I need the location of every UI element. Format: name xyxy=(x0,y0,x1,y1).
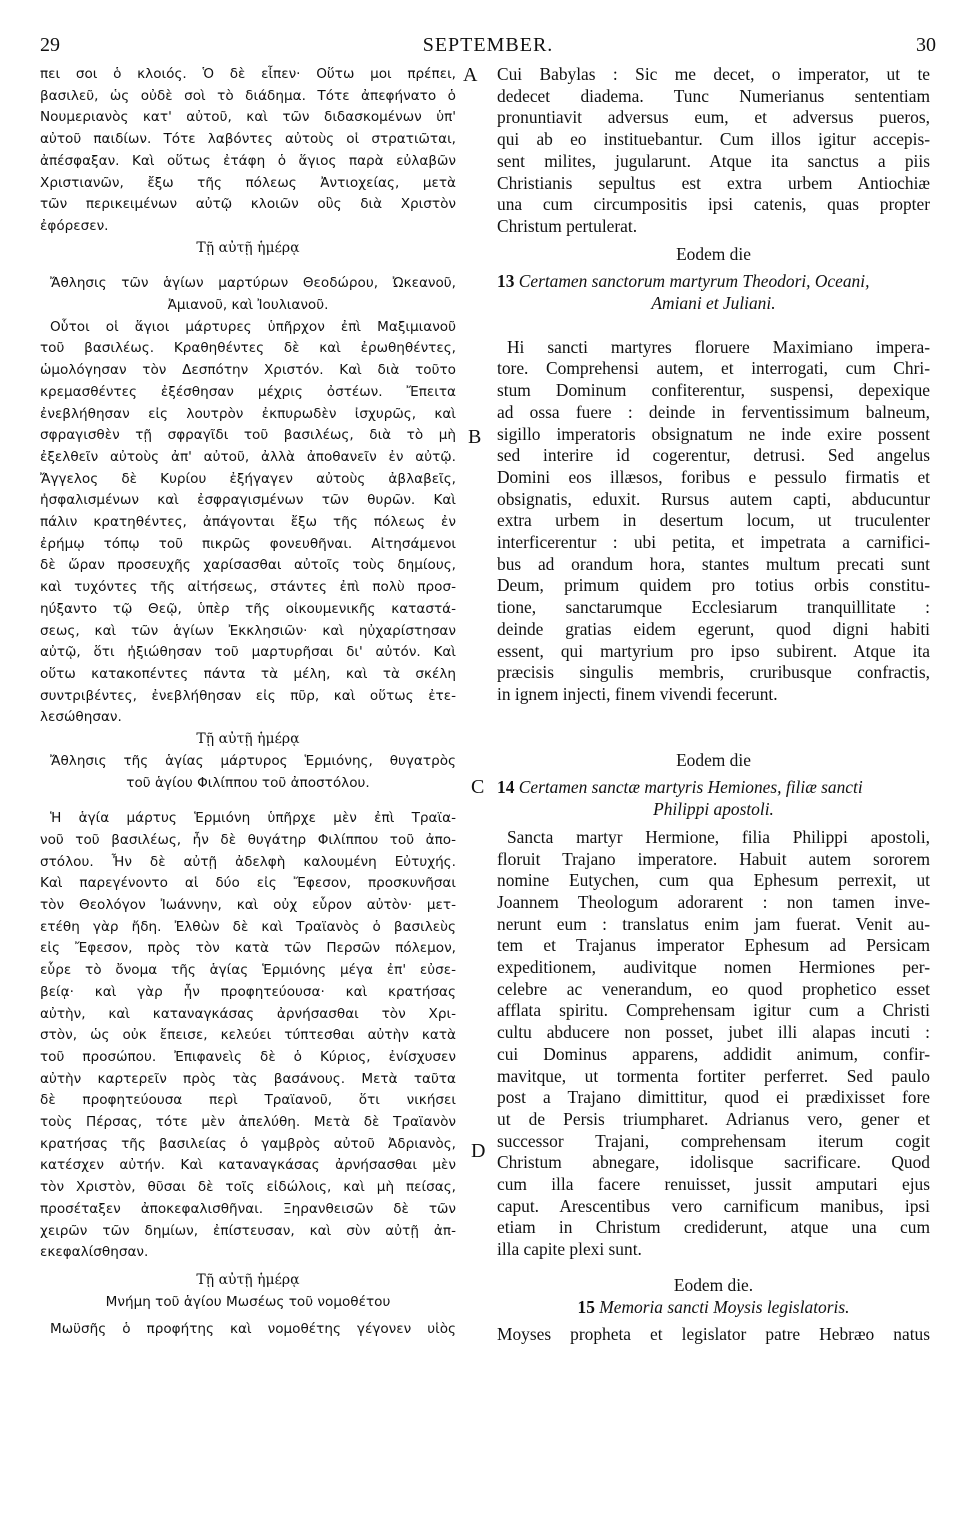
latin-title-1 xyxy=(497,271,930,293)
greek-day-heading-2: Τῇ αὐτῇ ἡμέρᾳ xyxy=(196,731,300,748)
text-line: ὡμολόγησαν τὸν Δεσπότην Χριστόν. Καὶ διὰ τοῦτο xyxy=(40,362,456,379)
text-line: sent milites, jugularunt. Atque ita sanctus a piis xyxy=(497,150,930,171)
text-line: ἐρήμῳ τόπῳ τοῦ πικρῶς φονευθῆναι. Αἰτησάμενοι xyxy=(40,535,456,552)
text-line: celebre ac venerandum, eo quod prophetico esset xyxy=(497,978,930,999)
latin-paragraph-hermione xyxy=(497,827,930,1261)
entry-number: 13 xyxy=(497,271,515,292)
text-line: εἰς Ἔφεσον, πρὸς τὸν κατὰ τῶν Περσῶν πόλεμον, xyxy=(40,940,456,957)
text-line: illa capite plexi sunt. xyxy=(497,1239,642,1260)
latin-title-3 xyxy=(497,1297,930,1319)
greek-paragraph-theodorus xyxy=(40,317,456,729)
text-line: etiam in Christum crediderunt, atque una cum xyxy=(497,1217,930,1238)
text-line: προσέταξεν ἀποκεφαλισθῆναι. Ξηρανθεισῶν δὲ τῶν xyxy=(40,1200,456,1217)
latin-day-heading-2: Eodem die xyxy=(676,749,751,770)
text-line: cui Dominus apparens, addidit animum, confir- xyxy=(497,1043,930,1064)
text-line: αὐτοῦ παιδίων. Τότε λαβόντες αὐτοὺς οἱ στρατιῶται, xyxy=(40,131,456,148)
text-line: stum Dominum confiterentur, suspensi, depexique xyxy=(497,380,930,401)
latin-column xyxy=(497,64,930,1346)
text-line: δὲ ὥραν προσευχῆς χαρίσασθαι αὐτοῖς τοὺς δημίους, xyxy=(40,557,456,574)
greek-title-3: Μνήμη τοῦ ἁγίου Μωσέως τοῦ νομοθέτου xyxy=(105,1293,391,1310)
text-line: ἐνεβλήθησαν εἰς λουτρὸν ἐκπυρωδὲν ἰσχυρῶς, καὶ xyxy=(40,405,456,422)
text-line: στόλου. Ἦν δὲ αὐτῇ ἀδελφὴ καλουμένη Εὐτυχής. xyxy=(40,853,456,870)
text-line: ἠσφαλισμένων καὶ ἐσφραγισμένων τῶν θυρῶν. Καὶ xyxy=(40,492,456,509)
text-line: τοῦ βασιλέως. Κραθηθέντες δὲ καὶ ἐρωθηθέντες, xyxy=(40,340,456,357)
greek-day-heading-3: Τῇ αὐτῇ ἡμέρᾳ xyxy=(196,1271,300,1288)
text-line: νοῦ τοῦ βασιλέως, ἦν δὲ θυγάτηρ Φιλίππου τοῦ ἀπο- xyxy=(40,831,456,848)
greek-column xyxy=(40,64,456,1341)
text-line: Cui Babylas : Sic me decet, o imperator, ut te xyxy=(497,64,930,84)
text-line: καὶ τυχόντες τῆς αἰτήσεως, στάντες ἐπὶ πολὺ προσ- xyxy=(40,579,456,596)
greek-paragraph-moses: Μωϋσῆς ὁ προφήτης καὶ νομοθέτης γέγονεν υἱὸς xyxy=(50,1321,456,1338)
text-line: ἐξελθεῖν αὐτοὺς ἀπ' αὐτοῦ, ἀλλὰ ἀποθανεῖν ἐν αὐτῷ. xyxy=(40,448,456,465)
text-line: extra urbem in desertum locum, ut truculenter xyxy=(497,510,930,531)
text-line: εκεφαλίσθησαν. xyxy=(40,1244,149,1261)
text-line: Χριστιανῶν, ἔξω τῆς πόλεως Ἀντιοχείας, μετὰ xyxy=(40,174,456,191)
text-line: dedecet diadema. Tunc Numerianus sententiam xyxy=(497,85,930,106)
text-line: interficerentur : ubi petita, et impetrata a carnifici- xyxy=(497,532,930,553)
latin-paragraph-theodorus xyxy=(497,337,930,706)
greek-paragraph-hermione xyxy=(40,808,456,1264)
text-line: κρατήσας τῆς βασιλείας ὁ γαμβρὸς αὐτοῦ Ἀδριανὸς, xyxy=(40,1135,456,1152)
latin-title-text: Memoria sancti Moysis legislatoris. xyxy=(599,1296,850,1317)
text-line: essent, qui martyrium pro ipso subirent. Atque ita xyxy=(497,640,930,661)
text-line: Οὗτοι οἱ ἅγιοι μάρτυρες ὑπῆρχον ἐπὶ Μαξιμιανοῦ xyxy=(50,318,456,335)
text-line: Domini eos illæsos, foribus e pessulo firmatis et xyxy=(497,466,930,487)
text-line: expeditionem, audivitque nomen Hermiones per- xyxy=(497,957,930,978)
text-line: κατέσχεν αὐτήν. Καὶ καταναγκάσας ἀρνήσασθαι μὲν xyxy=(40,1157,456,1174)
text-line: αὐτὴν καρτερεῖν πρὸς τὰς βασάνους. Μετὰ ταῦτα xyxy=(40,1070,456,1087)
text-line: συντριβέντες, ἐνεβλήθησαν εἰς πῦρ, καὶ οὕτως ἐτε- xyxy=(40,687,456,704)
text-line: deinde gratias eidem egerunt, quod digni habiti xyxy=(497,618,930,639)
text-line: post a Trajano dimittitur, quod ei prædixisset fore xyxy=(497,1087,930,1108)
text-line: ἐφόρεσεν. xyxy=(40,217,109,234)
text-line: tem et Trajanus imperator Ephesum ad Persicam xyxy=(497,935,930,956)
text-line: obsignatis, eduxit. Rursus autem capti, abducuntur xyxy=(497,488,930,509)
text-line: σφραγισθὲν τῇ σφραγῖδι τοῦ βασιλέως, διὰ τὸ μὴ xyxy=(40,427,456,444)
text-line: caput. Arescentibus vero carnificum manibus, ipsi xyxy=(497,1195,930,1216)
text-line: Καὶ παρεγένοντο αἱ δύο εἰς Ἔφεσον, προσκυνῆσαι xyxy=(40,875,456,892)
latin-title-text: Certamen sanctæ martyris Hemiones, filiæ sancti xyxy=(518,777,863,798)
text-line: λεσώθησαν. xyxy=(40,709,122,726)
text-line: cum illa facere renuisset, jussit amputari ejus xyxy=(497,1174,930,1195)
text-line: præcisis singulis membris, cruribusque confractis, xyxy=(497,662,930,683)
latin-paragraph-moses: Moyses propheta et legislator patre Hebræo natus xyxy=(497,1324,930,1345)
text-line: Νουμεριανὸς κατ' αὐτοῦ, καὶ τῶν διδασκομένων ὑπ' xyxy=(40,109,456,126)
left-page-number: 29 xyxy=(40,34,60,56)
column-marker-a: A xyxy=(463,64,478,86)
text-line: in ignem injecti, finem vivendi fecerunt. xyxy=(497,683,778,704)
text-line: Christianis sepultus est extra urbem Antiochiæ xyxy=(497,172,930,193)
text-line: Sancta martyr Hermione, filia Philippi apostoli, xyxy=(507,826,930,847)
text-line: αὐτῷ, ὅτι ἠξιώθησαν τοῦ μαρτυρῆσαι δι' αὐτόν. Καὶ xyxy=(40,644,456,661)
text-line: τοὺς Πέρσας, τότε μὲν ἀπελύθη. Μετὰ δὲ Τραϊανὸν xyxy=(40,1114,456,1131)
text-line: ut de Persis triumpharet. Adrianus vero, gener et xyxy=(497,1108,930,1129)
text-line: βείᾳ· καὶ γὰρ ἦν προφητεύουσα· καὶ κρατήσας xyxy=(40,983,456,1000)
text-line: Joannem Theologum adorarent : non tamen inve- xyxy=(497,891,930,912)
text-line: Christum pertulerat. xyxy=(497,215,638,236)
text-line: Ἄγγελος δὲ Κυρίου ἐξήγαγεν αὐτοὺς ἀβλαβεῖς, xyxy=(40,470,456,487)
latin-paragraph-babylas xyxy=(497,64,930,238)
text-line: ἀπέσφαξαν. Καὶ οὕτως ἐτάφη ὁ ἅγιος παρὰ εὐλαβῶν xyxy=(40,152,456,169)
text-line: afflata spiritu. Comprehensam igitur cum a Christi xyxy=(497,1000,930,1021)
text-line: τοῦ προσώπου. Ἐπιφανεὶς δὲ ὁ Κύριος, ἐνίσχυσεν xyxy=(40,1048,456,1065)
text-line: Hi sancti martyres floruere Maximiano impera- xyxy=(507,336,930,357)
text-line: tione, sanctarumque Ecclesiarum tranquillitate : xyxy=(497,597,930,618)
latin-day-heading-3: Eodem die. xyxy=(673,1274,754,1295)
text-line: τῶν περικειμένων αὐτῷ κλοιῶν οὓς διὰ Χριστὸν xyxy=(40,196,456,213)
text-line: tore. Comprehensi autem, et interrogati, cum Chri- xyxy=(497,358,930,379)
text-line: nomine Eutychen, cum qua Ephesum perrexit, ut xyxy=(497,870,930,891)
text-line: sigillo imperatoris obsignatum ne inde exire possent xyxy=(497,423,930,444)
entry-number: 14 xyxy=(497,777,515,798)
text-line: κρεμασθέντες ἐξέσθησαν μέχρις ὀστέων. Ἔπειτα xyxy=(40,383,456,400)
greek-title-1: Ἀμιανοῦ, καὶ Ἰουλιανοῦ. xyxy=(167,297,329,314)
text-line: οὕτω κατακοπέντες πάντα τὰ μέλη, καὶ τὰ σκέλη xyxy=(40,665,456,682)
text-line: ηύξαντο τῷ Θεῷ, ὑπὲρ τῆς οἰκουμενικῆς καταστά- xyxy=(40,600,456,617)
text-line: qui ab eo instituebantur. Cum illos igitur accepis- xyxy=(497,129,930,150)
running-title: SEPTEMBER. xyxy=(422,34,554,56)
text-line: εὗρε τὸ ὄνομα τῆς ἁγίας Ἑρμιόνης μέγα ἐπ' εὐσε- xyxy=(40,962,456,979)
text-line: mavitque, ut tormenta fortiter perferret. Sed paulo xyxy=(497,1065,930,1086)
text-line: τὸν Θεολόγον Ἰωάννην, καὶ οὐχ εὗρον αὐτὸν· μετ- xyxy=(40,897,456,914)
column-marker-d: D xyxy=(471,1140,486,1162)
greek-paragraph-babylas xyxy=(40,64,456,238)
text-line: βασιλεῦ, ὡς οὐδὲ σοὶ τὸ διάδημα. Τότε ἀπεφήνατο ὁ xyxy=(40,87,456,104)
page-header xyxy=(40,24,936,64)
text-line: Christum abnegare, idolisque sacrificare. Quod xyxy=(497,1152,930,1173)
text-line: στὸν, ὡς οὐκ ἔπεισε, κελεύει τύπτεσθαι αὐτὴν κατὰ xyxy=(40,1027,456,1044)
text-line: nerunt eum : translatus enim jam fuerat. Venit au- xyxy=(497,913,930,934)
greek-title-2: Ἄθλησις τῆς ἁγίας μάρτυρος Ἑρμιόνης, θυγατρὸς xyxy=(50,752,456,769)
right-page-number: 30 xyxy=(916,34,936,56)
text-line: δὲ προφητεύουσα περὶ Τραϊανοῦ, ὅτι νικήσει xyxy=(40,1092,456,1109)
text-line: χειρῶν τῶν δημίων, ἐπίστευσαν, καὶ σὺν αὐτῇ ἀπ- xyxy=(40,1222,456,1239)
latin-day-heading-1: Eodem die xyxy=(676,243,751,264)
greek-title-2: τοῦ ἁγίου Φιλίππου τοῦ ἀποστόλου. xyxy=(126,774,370,791)
greek-title-1: Ἄθλησις τῶν ἁγίων μαρτύρων Θεοδώρου, Ὠκεανοῦ, xyxy=(50,275,456,292)
text-line: bus ad orandum hora, stantes multum precati sunt xyxy=(497,553,930,574)
latin-title-1: Amiani et Juliani. xyxy=(651,293,776,314)
latin-title-text: Certamen sanctorum martyrum Theodori, Oceani, xyxy=(518,271,870,292)
latin-title-2 xyxy=(497,777,930,799)
text-line: una cum circumpositis ipsi catenis, quas propter xyxy=(497,194,930,215)
greek-day-heading-1: Τῇ αὐτῇ ἡμέρᾳ xyxy=(196,239,300,256)
text-line: ετέθη γὰρ ἤδη. Ἐλθὼν δὲ καὶ Τραϊανὸς ὁ βασιλεὺς xyxy=(40,918,456,935)
text-line: Deum, primum quidem pro totius orbis constitu- xyxy=(497,575,930,596)
text-line: successor Trajani, comprehensam iterum cogit xyxy=(497,1130,930,1151)
column-marker-b: B xyxy=(468,426,482,448)
text-line: pronuntiavit adversus eum, et adversus pueros, xyxy=(497,107,930,128)
entry-number: 15 xyxy=(577,1296,595,1317)
text-line: αὐτὴν, καὶ καταναγκάσας ἀρνήσασθαι τὸν Χρι- xyxy=(40,1005,456,1022)
text-line: floruit Trajano imperatore. Habuit autem sororem xyxy=(497,848,930,869)
text-line: πει σοι ὁ κλοιός. Ὁ δὲ εἶπεν· Οὕτω μοι πρέπει, xyxy=(40,66,456,82)
column-marker-c: C xyxy=(471,776,485,798)
text-line: σεως, καὶ τῶν ἁγίων Ἐκκλησιῶν· καὶ ηὐχαρίστησαν xyxy=(40,622,456,639)
text-line: cultu abducere non posset, jubet illi alapas incuti : xyxy=(497,1022,930,1043)
text-line: ad ossa fuere : deinde in ferventissimum balneum, xyxy=(497,401,930,422)
text-line: πάλιν κρατηθέντες, ἀπάγονται ἔξω τῆς πόλεως ἐν xyxy=(40,514,456,531)
text-line: Ἡ ἁγία μάρτυς Ἑρμιόνη ὑπῆρχε μὲν ἐπὶ Τραϊα- xyxy=(50,810,456,827)
text-line: sed interire id cogerentur, detrusi. Sed angelus xyxy=(497,445,930,466)
text-line: τὸν Χριστὸν, θῦσαι δὲ τοῖς εἰδώλοις, καὶ μὴ πείσας, xyxy=(40,1179,456,1196)
latin-title-2: Philippi apostoli. xyxy=(653,799,774,820)
